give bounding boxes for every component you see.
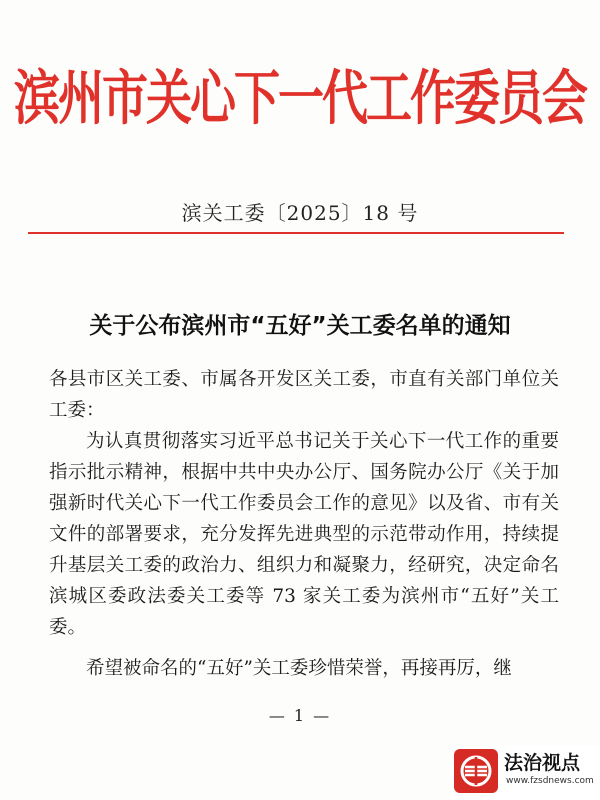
document-number: 滨关工委〔2025〕18 号 (181, 201, 419, 225)
page-number: — 1 — (268, 706, 332, 725)
brand-url: www.fzsdnews.com (506, 776, 594, 786)
document-body (49, 364, 559, 684)
brand-name: 法治视点 (504, 752, 581, 774)
body-paragraph-1: 为认真贯彻落实习近平总书记关于关心下一代工作的重要指示批示精神，根据中共中央办公厅、国务院办公厅《关于加强新时代关心下一代工作委员会工作的意见》以及省、市有关文件的部署要求，充分发挥先进典型的示范带动作用，持续提升基层关工委的政治力、组织力和凝聚力，经研究，决定命名滨城区委政法委关工委等 73 家关工委为滨州市“五好”关工委。 (49, 431, 559, 638)
document-title: 关于公布滨州市“五好”关工委名单的通知 (89, 313, 511, 339)
red-divider-line (28, 232, 564, 234)
body-paragraph-2: 希望被命名的“五好”关工委珍惜荣誉，再接再厉，继 (86, 658, 512, 679)
watermark-logo (450, 746, 600, 800)
salutation: 各县市区关工委、市属各开发区关工委，市直有关部门单位关工委： (49, 369, 559, 421)
organization-header: 滨州市关心下一代工作委员会 (14, 63, 586, 133)
law-view-logo-icon (454, 749, 498, 793)
